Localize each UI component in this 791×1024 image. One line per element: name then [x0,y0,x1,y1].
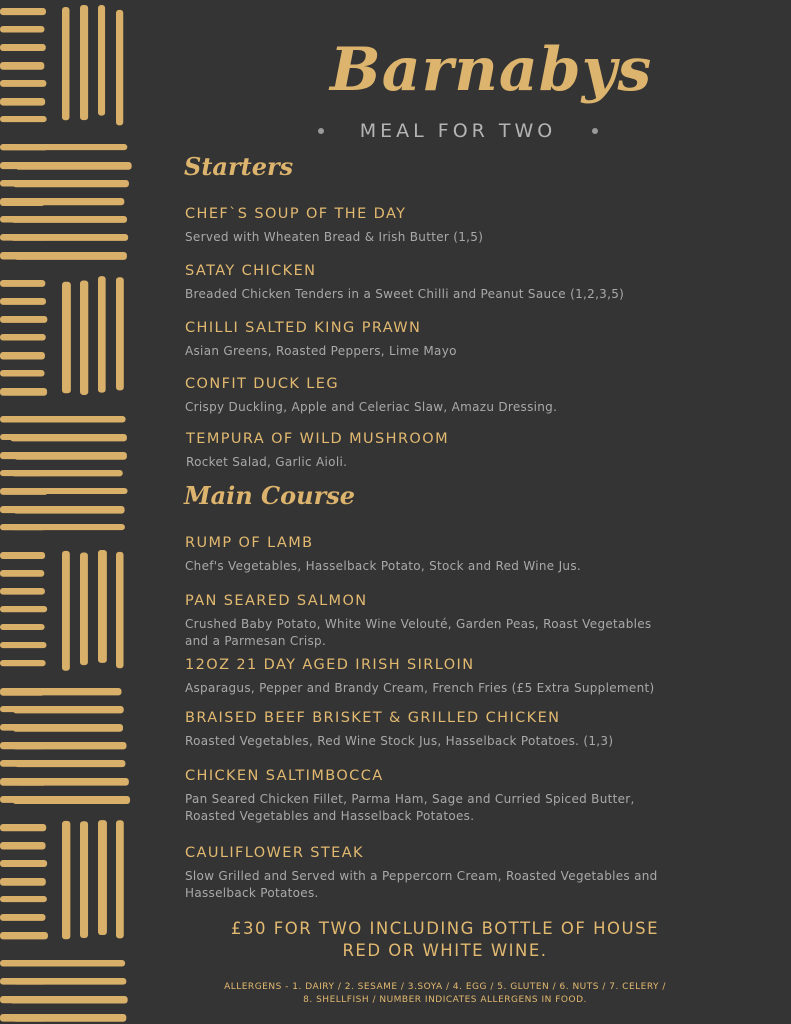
menu-item [185,205,665,246]
brush-stroke [0,98,45,106]
brush-stroke [14,452,127,460]
item-name: CONFIT DUCK LEG [185,376,339,392]
brush-stroke [12,144,127,150]
item-name: CHEF`S SOUP OF THE DAY [185,206,407,222]
brush-stroke [13,180,129,187]
item-description: Crushed Baby Potato, White Wine Velouté, Garden Peas, Roast Vegetables and a Parmesan Crisp. [185,617,652,648]
item-name: RUMP OF LAMB [185,535,314,551]
brush-stroke [10,434,127,441]
brush-stroke [12,742,126,749]
menu-item [185,319,665,360]
brush-stroke [80,553,88,666]
brush-stroke [62,282,71,393]
menu-item [185,375,665,416]
offer-line-1: £30 FOR TWO INCLUDING BOTTLE OF HOUSE [230,919,659,938]
brush-stroke [0,588,45,595]
brush-stroke [80,821,88,938]
menu-item [185,844,665,902]
brush-stroke [12,198,124,205]
offer-line-2: RED OR WHITE WINE. [342,941,548,960]
allergen-note: ALLERGENS - 1. DAIRY / 2. SESAME / 3.SOYA / 4. EGG / 5. GLUTEN / 6. NUTS / 7. CELERY / 8. SHELLFISH / NUMBER INDICATES ALLERGENS IN FOOD. [224,982,666,1005]
brush-stroke [10,488,127,494]
brush-stroke [0,116,47,122]
brush-stroke [62,551,70,671]
section-title-starters: Starters [184,152,294,181]
brush-stroke [0,842,46,850]
brush-stroke [62,7,69,120]
brush-stroke [0,878,46,886]
item-description: Pan Seared Chicken Fillet, Parma Ham, Sage and Curried Spiced Butter, Roasted Vegetables and Hasselback Potatoes. [185,792,635,823]
brush-stroke [0,62,44,70]
brush-stroke [11,524,125,530]
menu-item [186,430,666,471]
brush-stroke [0,624,45,630]
brush-stroke [0,932,48,939]
brush-stroke [0,860,47,867]
brush-stroke [11,216,127,223]
brush-stroke [0,316,47,323]
item-description: Served with Wheaten Bread & Irish Butter (1,5) [185,230,484,244]
item-name: CAULIFLOWER STEAK [185,845,364,861]
menu-item [185,767,665,825]
menu-item [185,262,665,303]
page-subtitle: MEAL FOR TWO [359,120,557,142]
brush-stroke [0,44,46,51]
brush-stroke [0,280,45,287]
brush-stroke [0,552,45,559]
price-offer [215,918,675,962]
item-name: 12OZ 21 DAY AGED IRISH SIRLOIN [185,657,475,673]
brush-stroke [0,8,46,15]
brush-stroke [116,10,123,126]
brush-stroke [13,506,124,514]
brush-stroke [15,416,126,423]
brush-stroke [13,706,124,713]
brush-stroke [11,470,122,476]
item-name: PAN SEARED SALMON [185,593,368,609]
brush-stroke [0,914,45,921]
item-name: SATAY CHICKEN [185,263,317,279]
item-description: Chef's Vegetables, Hasselback Potato, Stock and Red Wine Jus. [185,559,581,573]
menu-item [185,592,665,650]
brush-stroke [62,821,70,939]
brush-stroke [13,796,130,804]
item-description: Asparagus, Pepper and Brandy Cream, French Fries (£5 Extra Supplement) [185,681,655,695]
brush-stroke [80,5,88,120]
brush-stroke [11,960,125,967]
brush-stroke [0,606,47,612]
item-name: CHICKEN SALTIMBOCCA [185,768,384,784]
brush-stroke [12,978,126,985]
brush-stroke [0,896,47,902]
brush-stroke [11,688,122,695]
item-description: Asian Greens, Roasted Peppers, Lime Mayo [185,344,457,358]
item-description: Roasted Vegetables, Red Wine Stock Jus, Hasselback Potatoes. (1,3) [185,734,614,748]
brush-stroke [98,820,107,935]
brush-stroke [10,996,128,1003]
brush-stroke [116,552,124,668]
brush-stroke [13,724,123,732]
brush-stroke [116,277,124,390]
menu-item [185,709,665,750]
menu-item [185,656,665,697]
brush-stroke [0,388,47,396]
bullet-dot-right [592,128,598,134]
brush-stroke [15,760,126,767]
brush-stroke [0,334,46,341]
brush-stroke [98,5,105,116]
brush-stroke [16,778,129,786]
brush-stroke [116,820,124,938]
item-description: Slow Grilled and Served with a Peppercorn Cream, Roasted Vegetables and Hasselback Potatoes. [185,869,658,900]
brush-stroke-pattern [0,0,133,1024]
brush-stroke [14,252,127,260]
brush-stroke [0,370,45,377]
brush-stroke [98,276,106,392]
menu-item [185,534,665,575]
brush-stroke [0,824,46,831]
item-name: TEMPURA OF WILD MUSHROOM [186,431,449,447]
brush-stroke [0,660,46,666]
brush-stroke [0,26,44,32]
subtitle-row [318,120,598,142]
brush-stroke [0,642,46,648]
item-description: Breaded Chicken Tenders in a Sweet Chilli and Peanut Sauce (1,2,3,5) [185,287,625,301]
brush-stroke [98,550,107,663]
item-name: CHILLI SALTED KING PRAWN [185,320,422,336]
bullet-dot-left [318,128,324,134]
brush-stroke [0,298,46,305]
brush-stroke [0,80,46,87]
section-title-main-course: Main Course [184,481,356,510]
brush-stroke [0,570,44,577]
brush-stroke [16,162,132,170]
brush-stroke [0,352,45,359]
item-description: Crispy Duckling, Apple and Celeriac Slaw, Amazu Dressing. [185,400,558,414]
brush-stroke [11,234,129,241]
item-description: Rocket Salad, Garlic Aioli. [186,455,348,469]
brush-stroke [13,1014,127,1022]
item-name: BRAISED BEEF BRISKET & GRILLED CHICKEN [185,710,561,726]
brush-stroke [80,280,88,394]
restaurant-logo: Barnabys [330,35,653,105]
